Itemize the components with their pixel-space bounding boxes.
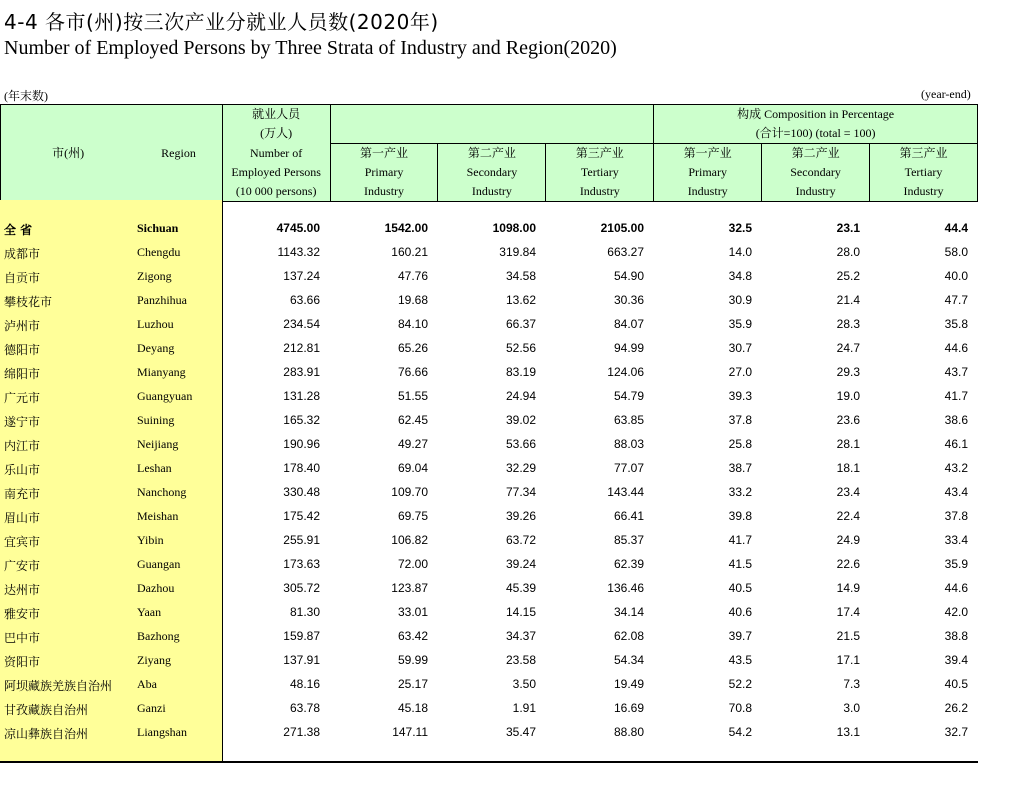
cell-en: Luzhou (137, 317, 174, 331)
table-row (0, 242, 978, 266)
cell-en: Guangyuan (137, 389, 193, 403)
cell-s: 83.19 (505, 365, 536, 379)
cell-tp: 47.7 (944, 293, 968, 307)
cell-total: 165.32 (283, 413, 320, 427)
cell-s: 63.72 (505, 533, 536, 547)
cell-en: Suining (137, 413, 175, 427)
cell-s: 34.37 (505, 629, 536, 643)
header-tertiary-en: Tertiary (546, 163, 654, 182)
cell-s: 45.39 (505, 581, 536, 595)
header-employed-en1: Number of (222, 144, 330, 164)
cell-sp: 22.4 (836, 509, 860, 523)
cell-tp: 42.0 (944, 605, 968, 619)
header-city-cn: 市(州) (1, 105, 136, 202)
cell-sp: 24.7 (836, 341, 860, 355)
cell-p: 62.45 (397, 413, 428, 427)
cell-p: 49.27 (397, 437, 428, 451)
cell-tp: 35.9 (944, 557, 968, 571)
header-pct-tertiary-cn: 第三产业 (870, 144, 978, 164)
table-row (0, 434, 978, 458)
cell-total: 212.81 (283, 341, 320, 355)
cell-cn: 攀枝花市 (4, 295, 53, 309)
cell-en: Guangan (137, 557, 181, 571)
cell-total: 173.63 (283, 557, 320, 571)
cell-total: 48.16 (289, 677, 320, 691)
cell-t: 94.99 (613, 341, 644, 355)
table-row (0, 506, 978, 530)
cell-en: Dazhou (137, 581, 175, 595)
header-primary-en: Primary (330, 163, 438, 182)
cell-en: Leshan (137, 461, 172, 475)
cell-total: 283.91 (283, 365, 320, 379)
cell-p: 69.04 (397, 461, 428, 475)
table-row (0, 290, 978, 314)
header-secondary-en: Secondary (438, 163, 546, 182)
cell-tp: 38.8 (944, 629, 968, 643)
cell-pp: 34.8 (728, 269, 752, 283)
cell-s: 3.50 (512, 677, 536, 691)
cell-pp: 40.5 (728, 581, 752, 595)
cell-pp: 38.7 (728, 461, 752, 475)
cell-en: Meishan (137, 509, 179, 523)
cell-sp: 21.4 (836, 293, 860, 307)
cell-p: 1542.00 (384, 221, 428, 235)
cell-p: 160.21 (391, 245, 428, 259)
table-row (0, 698, 978, 722)
cell-sp: 21.5 (836, 629, 860, 643)
cell-tp: 44.6 (944, 341, 968, 355)
cell-t: 34.14 (613, 605, 644, 619)
cell-cn: 眉山市 (4, 511, 41, 525)
cell-t: 136.46 (607, 581, 644, 595)
header-composition: 构成 Composition in Percentage (654, 105, 978, 125)
cell-pp: 41.5 (728, 557, 752, 571)
cell-t: 124.06 (607, 365, 644, 379)
header-employed-unit-en: (10 000 persons) (222, 182, 330, 202)
cell-t: 19.49 (613, 677, 644, 691)
header-composition-total: (合计=100) (total = 100) (654, 124, 978, 144)
table-row (0, 218, 978, 242)
cell-cn: 广安市 (4, 559, 41, 573)
table-row (0, 530, 978, 554)
cell-cn: 巴中市 (4, 631, 41, 645)
cell-cn: 达州市 (4, 583, 41, 597)
cell-cn: 内江市 (4, 439, 41, 453)
header-tertiary-industry: Industry (546, 182, 654, 202)
cell-pp: 41.7 (728, 533, 752, 547)
header-employed-unit-cn: (万人) (222, 124, 330, 144)
cell-p: 72.00 (397, 557, 428, 571)
cell-p: 19.68 (397, 293, 428, 307)
cell-tp: 39.4 (944, 653, 968, 667)
cell-p: 63.42 (397, 629, 428, 643)
cell-s: 32.29 (505, 461, 536, 475)
cell-pp: 30.7 (728, 341, 752, 355)
cell-total: 255.91 (283, 533, 320, 547)
cell-p: 59.99 (397, 653, 428, 667)
cell-pp: 39.3 (728, 389, 752, 403)
cell-t: 88.03 (613, 437, 644, 451)
cell-s: 35.47 (505, 725, 536, 739)
cell-pp: 52.2 (728, 677, 752, 691)
cell-tp: 38.6 (944, 413, 968, 427)
cell-cn: 宜宾市 (4, 535, 41, 549)
cell-tp: 37.8 (944, 509, 968, 523)
cell-total: 234.54 (283, 317, 320, 331)
cell-s: 14.15 (505, 605, 536, 619)
cell-tp: 44.4 (944, 221, 968, 235)
cell-en: Panzhihua (137, 293, 187, 307)
cell-en: Zigong (137, 269, 172, 283)
cell-pp: 33.2 (728, 485, 752, 499)
cell-en: Sichuan (137, 221, 179, 235)
header-pct-secondary-industry: Industry (762, 182, 870, 202)
cell-pp: 70.8 (728, 701, 752, 715)
cell-en: Aba (137, 677, 157, 691)
cell-sp: 28.3 (836, 317, 860, 331)
cell-s: 39.26 (505, 509, 536, 523)
cell-total: 159.87 (283, 629, 320, 643)
cell-p: 69.75 (397, 509, 428, 523)
header-pct-tertiary-industry: Industry (870, 182, 978, 202)
cell-sp: 23.6 (836, 413, 860, 427)
cell-cn: 自贡市 (4, 271, 41, 285)
cell-sp: 3.0 (843, 701, 860, 715)
cell-en: Yibin (137, 533, 164, 547)
cell-cn: 遂宁市 (4, 415, 41, 429)
table-body (0, 218, 978, 746)
cell-sp: 23.4 (836, 485, 860, 499)
cell-cn: 资阳市 (4, 655, 41, 669)
cell-pp: 32.5 (728, 221, 752, 235)
cell-sp: 14.9 (836, 581, 860, 595)
table-header (0, 104, 978, 202)
cell-p: 65.26 (397, 341, 428, 355)
cell-t: 85.37 (613, 533, 644, 547)
cell-total: 137.24 (283, 269, 320, 283)
cell-p: 76.66 (397, 365, 428, 379)
cell-tp: 46.1 (944, 437, 968, 451)
cell-t: 84.07 (613, 317, 644, 331)
header-primary-industry: Industry (330, 182, 438, 202)
cell-sp: 17.1 (836, 653, 860, 667)
cell-cn: 甘孜藏族自治州 (4, 703, 89, 717)
cell-total: 81.30 (289, 605, 320, 619)
cell-sp: 24.9 (836, 533, 860, 547)
cell-sp: 29.3 (836, 365, 860, 379)
cell-p: 123.87 (391, 581, 428, 595)
cell-pp: 54.2 (728, 725, 752, 739)
cell-s: 23.58 (505, 653, 536, 667)
cell-total: 63.66 (289, 293, 320, 307)
cell-pp: 35.9 (728, 317, 752, 331)
cell-total: 131.28 (283, 389, 320, 403)
cell-p: 47.76 (397, 269, 428, 283)
header-secondary-industry: Industry (438, 182, 546, 202)
cell-t: 88.80 (613, 725, 644, 739)
header-pct-primary-cn: 第一产业 (654, 144, 762, 164)
cell-total: 175.42 (283, 509, 320, 523)
header-pct-primary-en: Primary (654, 163, 762, 182)
cell-t: 16.69 (613, 701, 644, 715)
cell-tp: 43.2 (944, 461, 968, 475)
cell-s: 66.37 (505, 317, 536, 331)
cell-p: 45.18 (397, 701, 428, 715)
cell-en: Bazhong (137, 629, 180, 643)
cell-pp: 37.8 (728, 413, 752, 427)
cell-total: 4745.00 (276, 221, 320, 235)
cell-pp: 43.5 (728, 653, 752, 667)
cell-t: 54.34 (613, 653, 644, 667)
cell-sp: 22.6 (836, 557, 860, 571)
unit-note-left: (年末数) (4, 89, 48, 103)
cell-t: 54.79 (613, 389, 644, 403)
cell-sp: 18.1 (836, 461, 860, 475)
cell-en: Mianyang (137, 365, 186, 379)
cell-tp: 35.8 (944, 317, 968, 331)
cell-t: 77.07 (613, 461, 644, 475)
cell-cn: 全 省 (4, 223, 33, 237)
table-row (0, 338, 978, 362)
cell-s: 39.24 (505, 557, 536, 571)
cell-s: 319.84 (499, 245, 536, 259)
cell-tp: 33.4 (944, 533, 968, 547)
cell-t: 63.85 (613, 413, 644, 427)
cell-s: 1098.00 (492, 221, 536, 235)
cell-cn: 乐山市 (4, 463, 41, 477)
cell-en: Yaan (137, 605, 162, 619)
cell-s: 34.58 (505, 269, 536, 283)
cell-en: Chengdu (137, 245, 181, 259)
header-primary-cn: 第一产业 (330, 144, 438, 164)
cell-t: 62.08 (613, 629, 644, 643)
cell-tp: 43.7 (944, 365, 968, 379)
page-title-cn: 4-4 各市(州)按三次产业分就业人员数(2020年) (4, 10, 439, 34)
cell-sp: 19.0 (836, 389, 860, 403)
cell-t: 663.27 (607, 245, 644, 259)
cell-p: 51.55 (397, 389, 428, 403)
table-row (0, 386, 978, 410)
cell-total: 178.40 (283, 461, 320, 475)
cell-pp: 39.7 (728, 629, 752, 643)
cell-s: 53.66 (505, 437, 536, 451)
table-row (0, 362, 978, 386)
table-row (0, 626, 978, 650)
header-region-en: Region (135, 105, 222, 202)
header-pct-secondary-en: Secondary (762, 163, 870, 182)
cell-t: 143.44 (607, 485, 644, 499)
header-pct-tertiary-en: Tertiary (870, 163, 978, 182)
table-row (0, 722, 978, 746)
cell-cn: 绵阳市 (4, 367, 41, 381)
cell-cn: 凉山彝族自治州 (4, 727, 89, 741)
cell-pp: 14.0 (728, 245, 752, 259)
cell-en: Liangshan (137, 725, 187, 739)
cell-tp: 40.5 (944, 677, 968, 691)
table-row (0, 554, 978, 578)
cell-total: 137.91 (283, 653, 320, 667)
table-row (0, 578, 978, 602)
cell-cn: 阿坝藏族羌族自治州 (4, 679, 113, 693)
cell-p: 147.11 (392, 725, 428, 739)
cell-t: 2105.00 (600, 221, 644, 235)
cell-tp: 32.7 (944, 725, 968, 739)
cell-sp: 17.4 (836, 605, 860, 619)
cell-s: 39.02 (505, 413, 536, 427)
table-row (0, 266, 978, 290)
table-row (0, 482, 978, 506)
table-row (0, 602, 978, 626)
cell-p: 84.10 (397, 317, 428, 331)
cell-s: 52.56 (505, 341, 536, 355)
cell-sp: 25.2 (836, 269, 860, 283)
cell-sp: 13.1 (836, 725, 860, 739)
header-employed-en2: Employed Persons (222, 163, 330, 182)
cell-pp: 39.8 (728, 509, 752, 523)
cell-sp: 28.0 (836, 245, 860, 259)
cell-t: 30.36 (613, 293, 644, 307)
cell-tp: 58.0 (944, 245, 968, 259)
cell-total: 271.38 (283, 725, 320, 739)
cell-en: Neijiang (137, 437, 179, 451)
cell-tp: 43.4 (944, 485, 968, 499)
cell-cn: 成都市 (4, 247, 41, 261)
cell-p: 33.01 (397, 605, 428, 619)
table-row (0, 458, 978, 482)
table-row (0, 410, 978, 434)
cell-en: Nanchong (137, 485, 187, 499)
cell-total: 1143.32 (277, 245, 320, 259)
cell-p: 106.82 (391, 533, 428, 547)
cell-en: Deyang (137, 341, 175, 355)
table-row (0, 650, 978, 674)
cell-en: Ziyang (137, 653, 171, 667)
cell-s: 1.91 (512, 701, 536, 715)
cell-pp: 30.9 (728, 293, 752, 307)
table-row (0, 314, 978, 338)
cell-cn: 广元市 (4, 391, 41, 405)
header-secondary-cn: 第二产业 (438, 144, 546, 164)
cell-s: 13.62 (505, 293, 536, 307)
cell-sp: 7.3 (843, 677, 860, 691)
cell-t: 54.90 (613, 269, 644, 283)
header-pct-secondary-cn: 第二产业 (762, 144, 870, 164)
cell-s: 24.94 (505, 389, 536, 403)
cell-total: 190.96 (283, 437, 320, 451)
cell-cn: 德阳市 (4, 343, 41, 357)
cell-total: 305.72 (283, 581, 320, 595)
cell-cn: 雅安市 (4, 607, 41, 621)
cell-pp: 40.6 (728, 605, 752, 619)
cell-tp: 44.6 (944, 581, 968, 595)
cell-t: 62.39 (613, 557, 644, 571)
cell-total: 330.48 (283, 485, 320, 499)
cell-p: 25.17 (397, 677, 428, 691)
page-title-en: Number of Employed Persons by Three Strata of Industry and Region(2020) (4, 37, 617, 59)
cell-sp: 23.1 (836, 221, 860, 235)
cell-p: 109.70 (391, 485, 428, 499)
unit-note-right: (year-end) (921, 87, 971, 101)
cell-cn: 南充市 (4, 487, 41, 501)
header-employed-cn: 就业人员 (222, 105, 330, 125)
cell-t: 66.41 (613, 509, 644, 523)
cell-pp: 27.0 (728, 365, 752, 379)
cell-tp: 26.2 (944, 701, 968, 715)
header-tertiary-cn: 第三产业 (546, 144, 654, 164)
cell-en: Ganzi (137, 701, 166, 715)
cell-tp: 41.7 (944, 389, 968, 403)
cell-pp: 25.8 (728, 437, 752, 451)
cell-tp: 40.0 (944, 269, 968, 283)
header-pct-primary-industry: Industry (654, 182, 762, 202)
cell-total: 63.78 (289, 701, 320, 715)
table-row (0, 674, 978, 698)
cell-s: 77.34 (505, 485, 536, 499)
header-blank (330, 105, 654, 144)
cell-cn: 泸州市 (4, 319, 41, 333)
table-bottom-rule (0, 761, 978, 763)
cell-sp: 28.1 (836, 437, 860, 451)
